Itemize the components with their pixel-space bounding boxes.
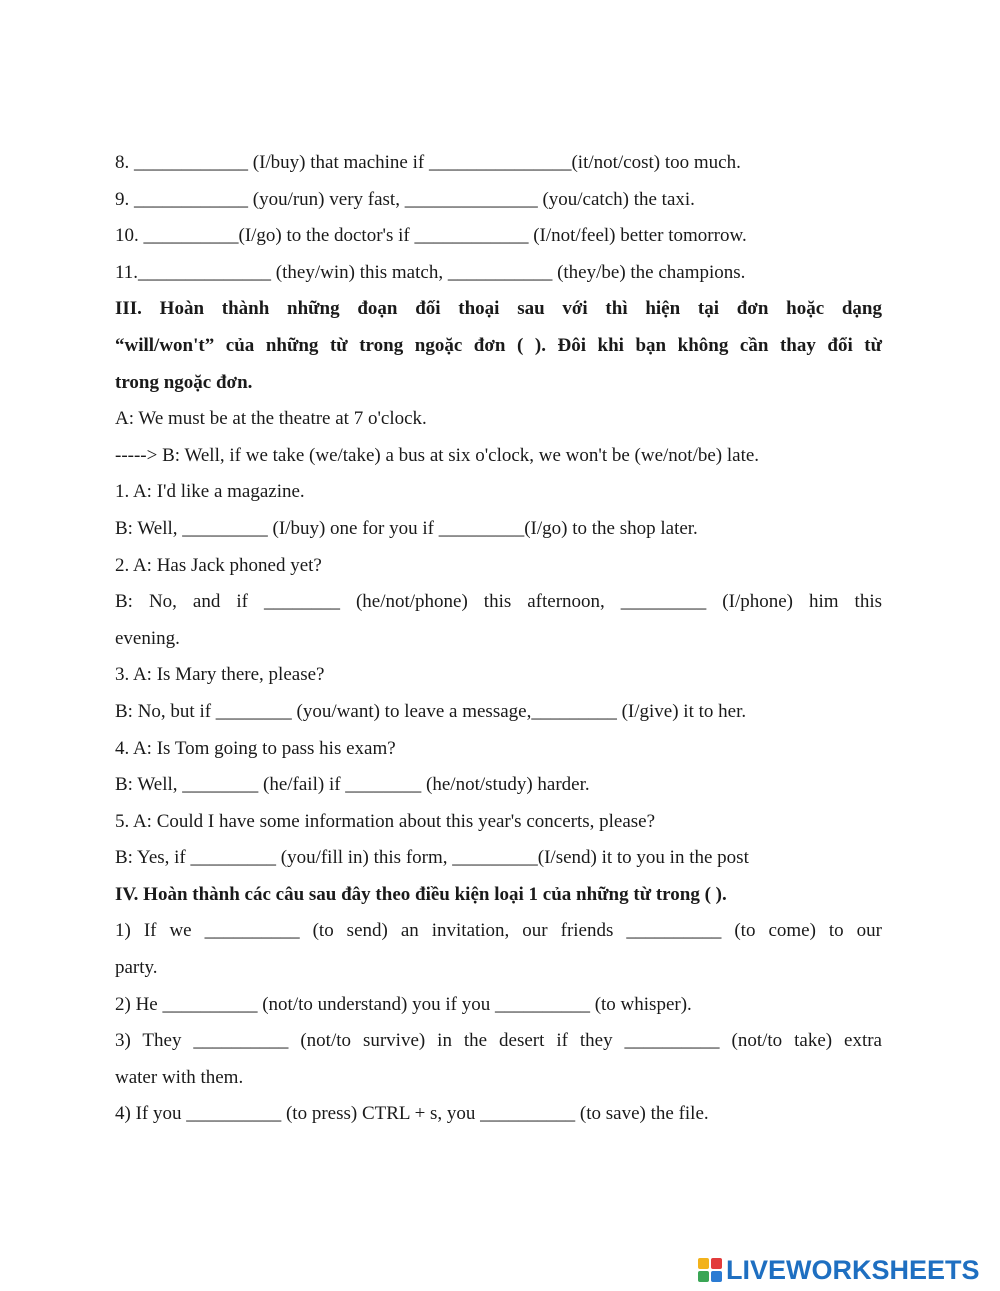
example-a: A: We must be at the theatre at 7 o'clock. [115,408,427,430]
section-3-heading-line-2: “will/won't” của những từ trong ngoặc đơn ( ). Đôi khi bạn không cần thay đổi từ [115,334,882,356]
logo-square-green [698,1271,709,1282]
exercise-line-9: 9. ____________ (you/run) very fast, ______________ (you/catch) the taxi. [115,188,695,210]
section-3-heading-line-1: III. Hoàn thành những đoạn đối thoại sau với thì hiện tại đơn hoặc dạng [115,298,882,320]
dialog-3-a: 3. A: Is Mary there, please? [115,664,325,686]
logo-square-yellow [698,1258,709,1269]
dialog-1-b: B: Well, _________ (I/buy) one for you if _________(I/go) to the shop later. [115,517,698,539]
dialog-3-b: B: No, but if ________ (you/want) to leave a message,_________ (I/give) it to her. [115,700,747,722]
liveworksheets-logo [698,1254,980,1286]
dialog-2-a: 2. A: Has Jack phoned yet? [115,554,322,576]
exercise-line-11: 11.______________ (they/win) this match, ___________ (they/be) the champions. [115,261,746,283]
section-3-heading-line-3: trong ngoặc đơn. [115,371,253,393]
dialog-1-a: 1. A: I'd like a magazine. [115,481,305,503]
sentence-4: 4) If you __________ (to press) CTRL + s, you __________ (to save) the file. [115,1103,709,1125]
worksheet-content [115,145,882,1133]
section-4-heading: IV. Hoàn thành các câu sau đây theo điều kiện loại 1 của những từ trong ( ). [115,883,727,905]
sentence-2: 2) He __________ (not/to understand) you if you __________ (to whisper). [115,993,692,1015]
dialog-4-a: 4. A: Is Tom going to pass his exam? [115,737,396,759]
dialog-5-a: 5. A: Could I have some information about this year's concerts, please? [115,810,656,832]
sentence-3-line-2: water with them. [115,1066,244,1088]
sentence-3-line-1: 3) They __________ (not/to survive) in the desert if they __________ (not/to take) extra [115,1030,882,1052]
sentence-1-line-2: party. [115,957,158,979]
logo-square-red [711,1258,722,1269]
logo-square-blue [711,1271,722,1282]
logo-text: LIVEWORKSHEETS [726,1254,980,1285]
exercise-line-10: 10. __________(I/go) to the doctor's if ____________ (I/not/feel) better tomorrow. [115,225,747,247]
dialog-2-b-line-2: evening. [115,627,180,649]
dialog-5-b: B: Yes, if _________ (you/fill in) this form, _________(I/send) it to you in the post [115,847,749,869]
logo-icon [698,1258,722,1282]
exercise-line-8: 8. ____________ (I/buy) that machine if _______________(it/not/cost) too much. [115,152,741,173]
example-b: -----> B: Well, if we take (we/take) a bus at six o'clock, we won't be (we/not/be) late. [115,444,760,466]
dialog-4-b: B: Well, ________ (he/fail) if ________ (he/not/study) harder. [115,774,590,796]
dialog-2-b-line-1: B: No, and if ________ (he/not/phone) this afternoon, _________ (I/phone) him this [115,591,882,613]
sentence-1-line-1: 1) If we __________ (to send) an invitation, our friends __________ (to come) to our [115,920,882,942]
